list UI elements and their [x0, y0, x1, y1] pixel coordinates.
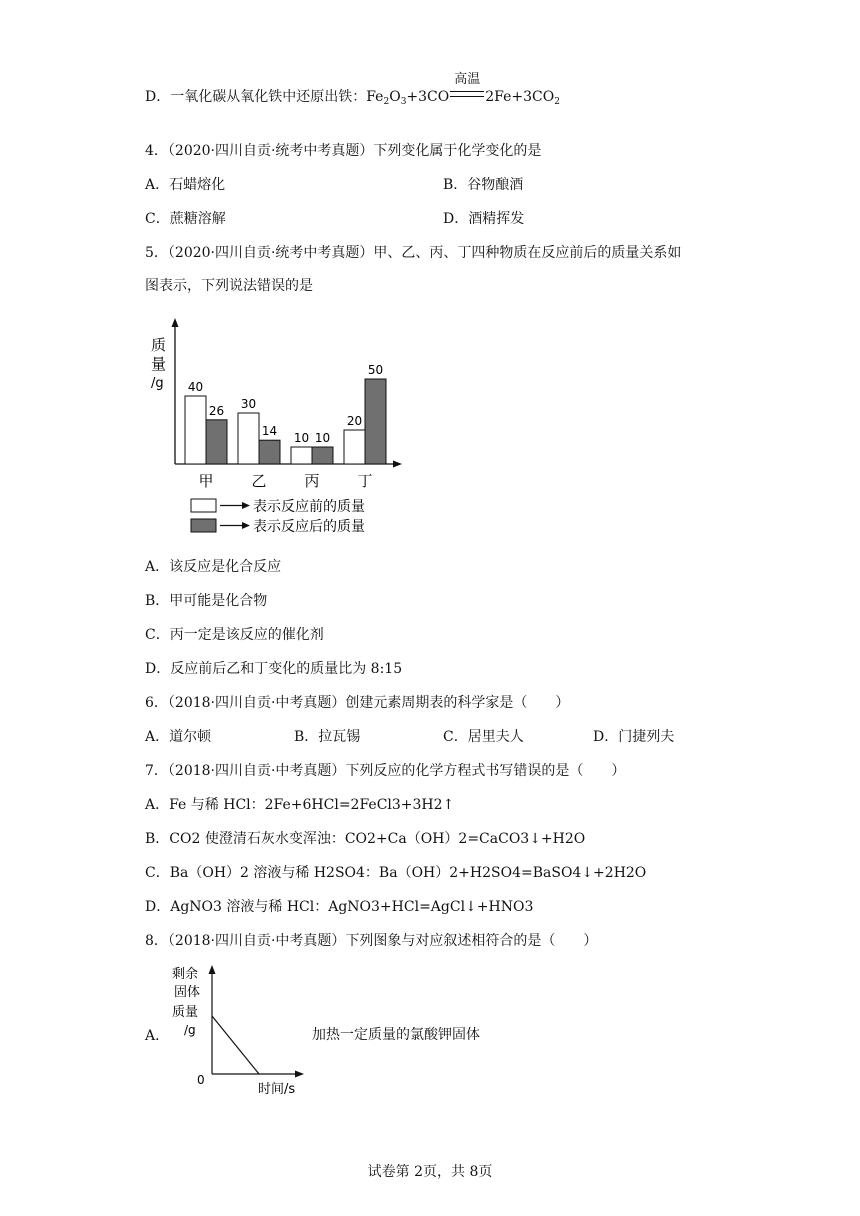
mass-bar-chart	[140, 312, 410, 540]
graph-data-line	[212, 1016, 259, 1074]
chart-legend	[191, 498, 365, 535]
q6-option-b: B．拉瓦锡	[294, 729, 361, 745]
formula-sub-3: 3	[400, 97, 407, 107]
data-label: 30	[240, 397, 257, 411]
legend-label: 表示反应后的质量	[253, 519, 365, 535]
legend-swatch	[191, 519, 216, 532]
q6-option-d: D．门捷列夫	[593, 729, 675, 745]
y-axis-label: /g	[151, 376, 164, 391]
x-axis-arrow-icon	[393, 461, 402, 468]
q5-stem-line1: 5．（2020·四川自贡·统考中考真题）甲、乙、丙、丁四种物质在反应前后的质量关系如	[145, 245, 682, 261]
y-axis-arrow-icon	[172, 318, 179, 327]
q5-option-d: D．反应前后乙和丁变化的质量比为 8:15	[145, 661, 403, 677]
x-tick-label: 丙	[304, 472, 320, 490]
q6-option-a: A．道尔顿	[145, 729, 212, 745]
x-tick-label: 乙	[251, 472, 267, 490]
q7-option-a: A．Fe 与稀 HCl：2Fe+6HCl=2FeCl3+3H2↑	[145, 797, 455, 813]
q4-option-a: A．石蜡熔化	[145, 177, 226, 193]
q6-option-c: C．居里夫人	[443, 729, 524, 745]
y-axis-arrow-icon	[209, 965, 216, 974]
graph-ylabel-line1: 剩余	[172, 967, 199, 982]
bar	[344, 430, 365, 464]
y-axis-label: 量	[151, 355, 167, 373]
legend-arrow-head-icon	[242, 502, 250, 509]
reaction-condition-text: 高温	[454, 72, 481, 87]
x-tick-label: 丁	[357, 472, 373, 490]
q6-stem: 6．（2018·四川自贡·中考真题）创建元素周期表的科学家是（ ）	[145, 695, 570, 711]
graph-ylabel-line2: 固体	[174, 985, 201, 1000]
graph-origin: 0	[197, 1073, 205, 1087]
bar	[259, 440, 280, 464]
data-label: 14	[261, 424, 278, 439]
q7-option-b: B．CO2 使澄清石灰水变浑浊：CO2+Ca（OH）2=CaCO3↓+H2O	[145, 831, 586, 847]
q8-option-a-label: A．	[145, 1028, 170, 1044]
graph-ylabel-line4: /g	[184, 1023, 196, 1037]
x-axis-arrow-icon	[295, 1071, 304, 1078]
x-tick-label: 甲	[198, 472, 214, 490]
q4-stem: 4．（2020·四川自贡·统考中考真题）下列变化属于化学变化的是	[145, 143, 542, 159]
q3-option-d	[145, 72, 560, 111]
chart-bars	[185, 363, 386, 490]
q5-stem-line2: 图表示，下列说法错误的是	[145, 278, 313, 294]
data-label: 10	[314, 431, 331, 445]
formula-reactant2: +3CO	[406, 89, 450, 105]
q7-stem: 7．（2018·四川自贡·中考真题）下列反应的化学方程式书写错误的是（ ）	[145, 763, 626, 779]
q4-option-b: B．谷物酿酒	[443, 177, 524, 193]
formula-o: O	[389, 89, 401, 105]
legend-swatch	[191, 499, 216, 512]
bar	[185, 396, 206, 464]
bar	[365, 379, 386, 464]
bar	[238, 413, 259, 464]
page-footer: 试卷第 2页，共 8页	[367, 1164, 493, 1180]
q4-option-c: C．蔗糖溶解	[145, 211, 226, 227]
data-label: 26	[208, 403, 225, 418]
q8-option-a-text: 加热一定质量的氯酸钾固体	[312, 1027, 480, 1043]
data-label: 40	[187, 380, 204, 394]
q8-stem: 8．（2018·四川自贡·中考真题）下列图象与对应叙述相符合的是（ ）	[145, 933, 598, 949]
y-axis-label: 质	[151, 336, 167, 354]
q5-option-a: A．该反应是化合反应	[145, 559, 282, 575]
reaction-condition	[450, 72, 484, 106]
legend-arrow-head-icon	[242, 522, 250, 529]
data-label: 20	[346, 414, 363, 428]
bar	[291, 447, 312, 464]
q5-option-c: C．丙一定是该反应的催化剂	[145, 627, 324, 643]
double-equals-sign	[450, 91, 484, 97]
bar	[312, 447, 333, 464]
q8-option-a-graph	[160, 962, 320, 1104]
data-label: 50	[367, 363, 384, 377]
legend-label: 表示反应前的质量	[253, 499, 365, 515]
graph-xlabel: 时间/s	[258, 1082, 296, 1097]
graph-ylabel-line3: 质量	[172, 1005, 199, 1020]
q4-option-d: D．酒精挥发	[443, 211, 525, 227]
q3-option-d-prefix: D．一氧化碳从氧化铁中还原出铁：	[145, 89, 367, 105]
formula-products: 2Fe+3CO	[485, 89, 555, 105]
bar	[206, 420, 227, 464]
q5-option-b: B．甲可能是化合物	[145, 593, 268, 609]
formula-sub-co2: 2	[554, 97, 560, 107]
q7-option-d: D．AgNO3 溶液与稀 HCl：AgNO3+HCl=AgCl↓+HNO3	[145, 899, 534, 915]
formula-fe: Fe	[366, 89, 384, 105]
formula-sub-2: 2	[383, 97, 390, 107]
data-label: 10	[293, 431, 310, 445]
q7-option-c: C．Ba（OH）2 溶液与稀 H2SO4：Ba（OH）2+H2SO4=BaSO4↓+2H2O	[145, 865, 647, 881]
